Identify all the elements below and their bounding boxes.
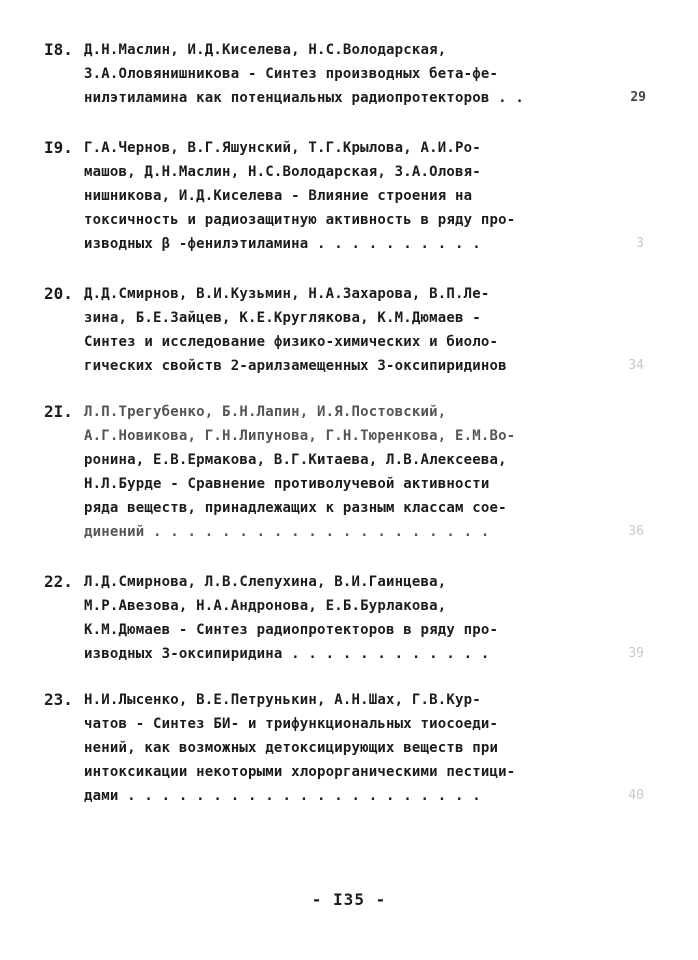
entry-line: чатов - Синтез БИ- и трифункциональных тиосоеди- <box>84 716 499 732</box>
entry-line: А.Г.Новикова, Г.Н.Липунова, Г.Н.Тюренкова, Е.М.Во- <box>84 428 516 444</box>
entry-line: З.А.Оловянишникова - Синтез производных бета-фе- <box>84 66 499 82</box>
entry-line: нилэтиламина как потенциальных радиопротекторов . . <box>84 90 525 106</box>
entry-number: 2I. <box>44 402 73 421</box>
entry-line: Л.П.Трегубенко, Б.Н.Лапин, И.Я.Постовский, <box>84 404 447 420</box>
page-number: 29 <box>630 90 646 105</box>
entry-line: Д.Д.Смирнов, В.И.Кузьмин, Н.А.Захарова, В.П.Ле- <box>84 286 490 302</box>
entry-number: I8. <box>44 40 73 59</box>
entry-line: М.Р.Авезова, Н.А.Андронова, Е.Б.Бурлакова, <box>84 598 447 614</box>
entry-line: интоксикации некоторыми хлорорганическими пестици- <box>84 764 516 780</box>
entry-number: 20. <box>44 284 73 303</box>
entry-text <box>84 38 644 110</box>
page-number: 34 <box>628 358 644 373</box>
page-number: 36 <box>628 524 644 539</box>
entry-line: изводных β -фенилэтиламина . . . . . . . . . . <box>84 236 481 252</box>
entry-line: Н.И.Лысенко, В.Е.Петрунькин, А.Н.Шах, Г.В.Кур- <box>84 692 481 708</box>
entry-line: Н.Л.Бурде - Сравнение противолучевой активности <box>84 476 490 492</box>
entry-line: Синтез и исследование физико-химических и биоло- <box>84 334 499 350</box>
entry-line: токсичность и радиозащитную активность в ряду про- <box>84 212 516 228</box>
entry-number: I9. <box>44 138 73 157</box>
entry-text <box>84 400 644 544</box>
entry-text <box>84 688 644 808</box>
entry-line: гических свойств 2-арилзамещенных 3-оксипиридинов <box>84 358 507 374</box>
page-number: 39 <box>628 646 644 661</box>
entry-text <box>84 282 644 378</box>
page-footer-number: - I35 - <box>311 890 387 909</box>
entry-line: дами . . . . . . . . . . . . . . . . . . . . . <box>84 788 481 804</box>
entry-line: Л.Д.Смирнова, Л.В.Слепухина, В.И.Гаинцева, <box>84 574 447 590</box>
entry-line: ряда веществ, принадлежащих к разным классам сое- <box>84 500 507 516</box>
entry-line: зина, Б.Е.Зайцев, К.Е.Круглякова, К.М.Дюмаев - <box>84 310 481 326</box>
entry-line: нений, как возможных детоксицирующих веществ при <box>84 740 499 756</box>
entry-text <box>84 136 644 256</box>
entry-number: 23. <box>44 690 73 709</box>
page-number: 3 <box>636 236 644 251</box>
entry-line: ронина, Е.В.Ермакова, В.Г.Китаева, Л.В.Алексеева, <box>84 452 507 468</box>
entry-number: 22. <box>44 572 73 591</box>
entry-line: Г.А.Чернов, В.Г.Яшунский, Т.Г.Крылова, А.И.Ро- <box>84 140 481 156</box>
entry-line: нишникова, И.Д.Киселева - Влияние строения на <box>84 188 473 204</box>
entry-line: К.М.Дюмаев - Синтез радиопротекторов в ряду про- <box>84 622 499 638</box>
page-number: 40 <box>628 788 644 803</box>
entry-line: динений . . . . . . . . . . . . . . . . . . . . <box>84 524 490 540</box>
entry-line: машов, Д.Н.Маслин, Н.С.Володарская, З.А.Оловя- <box>84 164 481 180</box>
entry-line: Д.Н.Маслин, И.Д.Киселева, Н.С.Володарская, <box>84 42 447 58</box>
entry-line: изводных 3-оксипиридина . . . . . . . . . . . . <box>84 646 490 662</box>
entry-text <box>84 570 644 666</box>
